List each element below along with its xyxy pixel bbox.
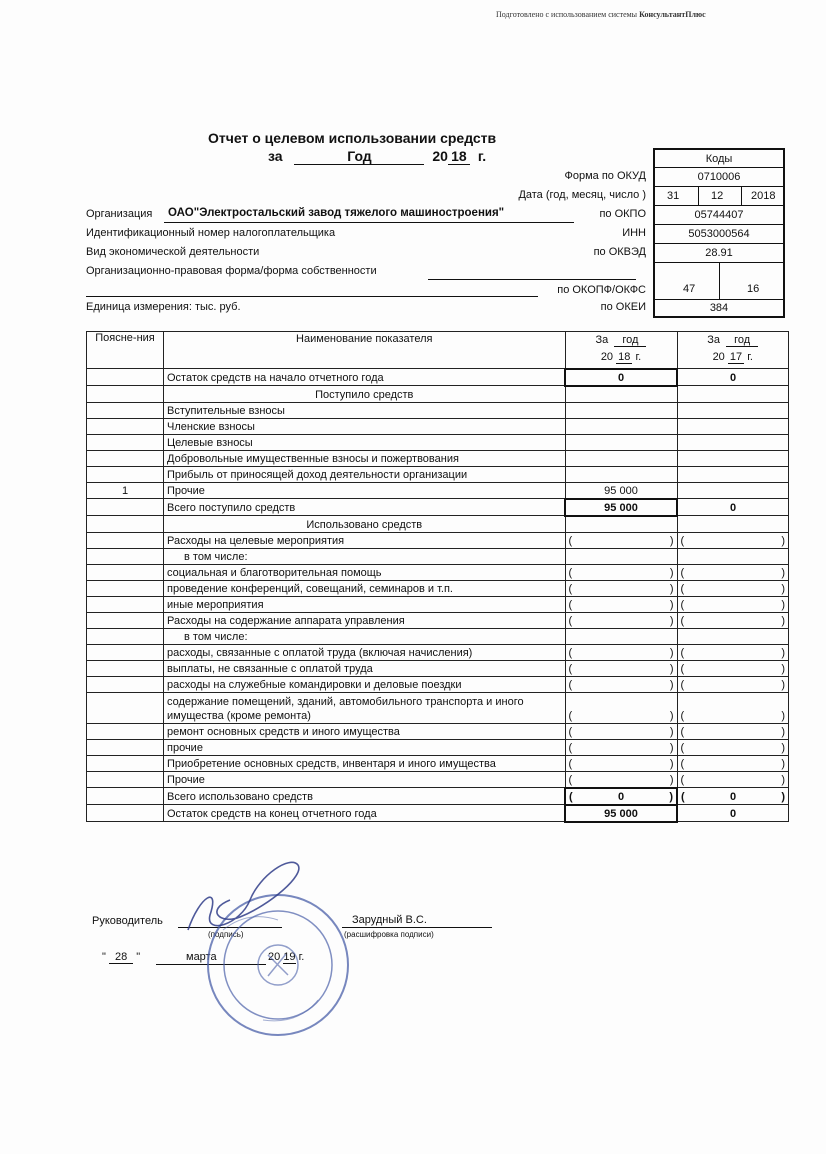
sign-month: марта [186,951,217,963]
row-value-current: ( ) [565,739,677,755]
row-label: Поступило средств [164,386,566,403]
period-year-suffix: 18 [448,148,470,165]
row-value-previous: ( ) [677,723,789,739]
row-label: Прибыль от приносящей доход деятельности организации [164,466,566,482]
row-value-current [565,386,677,403]
row-value-current: ( ) [565,771,677,788]
row-label: Вступительные взносы [164,402,566,418]
okud-value: 0710006 [655,168,783,187]
row-note [87,612,164,628]
row-label: Расходы на целевые мероприятия [164,532,566,548]
row-label: в том числе: [164,628,566,644]
date-year: 2018 [751,190,776,202]
row-note [87,516,164,533]
row-note [87,499,164,516]
unit-label: Единица измерения: тыс. руб. [86,301,241,313]
row-value-current: ( ) [565,644,677,660]
row-value-previous [677,418,789,434]
date-month: 12 [711,190,724,202]
inn-label: Идентификационный номер налогоплательщика [86,227,336,239]
row-value-previous: ( ) [677,580,789,596]
row-value-previous [677,402,789,418]
table-row [87,739,789,755]
inn-code-label: ИНН [622,227,646,239]
row-label: выплаты, не связанные с оплатой труда [164,660,566,676]
table-row [87,532,789,548]
row-value-previous: 0 [677,369,789,386]
row-label: Целевые взносы [164,434,566,450]
table-row [87,805,789,822]
row-value-previous: ( ) [677,596,789,612]
okved-label: по ОКВЭД [593,246,646,258]
row-label: Добровольные имущественные взносы и пожертвования [164,450,566,466]
row-value-current: ( ) [565,596,677,612]
table-row [87,596,789,612]
date-value-row [655,187,783,206]
table-row [87,482,789,499]
row-note [87,434,164,450]
table-row [87,612,789,628]
table-row [87,386,789,403]
row-value-current [565,516,677,533]
row-label: прочие [164,739,566,755]
table-row [87,418,789,434]
row-value-previous [677,434,789,450]
table-row [87,676,789,692]
row-label: в том числе: [164,548,566,564]
row-note [87,548,164,564]
okpo-value: 05744407 [655,206,783,225]
sign-date: " 28 " [102,951,141,963]
row-value-current: ( 0 ) [565,788,677,805]
sign-year: 20 19 г. [268,951,305,963]
row-note [87,596,164,612]
row-note [87,628,164,644]
table-row [87,516,789,533]
table-row [87,402,789,418]
row-value-previous: ( ) [677,739,789,755]
row-note [87,418,164,434]
row-label: Членские взносы [164,418,566,434]
okud-label: Форма по ОКУД [564,170,646,182]
table-row [87,771,789,788]
col-note-header: Поясне-ния [87,332,164,369]
okopf-value: 47 [683,283,696,295]
table-row [87,450,789,466]
row-value-current: ( ) [565,532,677,548]
director-label: Руководитель [92,915,163,927]
row-label: ремонт основных средств и иного имущества [164,723,566,739]
row-label: Приобретение основных средств, инвентаря и иного имущества [164,755,566,771]
table-row [87,564,789,580]
okei-label: по ОКЕИ [600,301,646,313]
row-label: расходы на служебные командировки и деловые поездки [164,676,566,692]
name-caption: (расшифровка подписи) [344,930,434,939]
row-value-current: 95 000 [565,482,677,499]
row-note [87,466,164,482]
table-row [87,788,789,805]
period-g: г. [477,148,487,164]
org-name: ОАО"Электростальский завод тяжелого машиностроения" [168,207,505,219]
director-name: Зарудный В.С. [352,914,427,926]
table-row [87,628,789,644]
row-label: Всего поступило средств [164,499,566,516]
row-value-previous: ( ) [677,532,789,548]
row-value-previous [677,548,789,564]
row-value-previous: ( ) [677,612,789,628]
row-note [87,755,164,771]
row-note: 1 [87,482,164,499]
row-value-current [565,418,677,434]
period-name: Год [294,148,424,165]
table-row [87,548,789,564]
row-value-current: ( ) [565,612,677,628]
row-note [87,644,164,660]
table-row [87,580,789,596]
row-value-current: 0 [565,369,677,386]
row-value-previous: 0 [677,805,789,822]
period-za: за [268,148,283,164]
okei-value: 384 [709,302,729,314]
period-year-prefix: 20 [432,148,448,164]
col-name-header: Наименование показателя [164,332,566,369]
row-label: содержание помещений, зданий, автомобильного транспорта и иного имущества (кроме ремонта) [164,692,566,723]
row-value-previous: ( 0 ) [677,788,789,805]
codes-header: Коды [655,150,783,168]
row-note [87,580,164,596]
row-label: Всего использовано средств [164,788,566,805]
table-row [87,466,789,482]
row-value-current [565,402,677,418]
row-label: Прочие [164,771,566,788]
row-value-previous: ( ) [677,676,789,692]
table-row [87,499,789,516]
row-label: Остаток средств на начало отчетного года [164,369,566,386]
row-note [87,723,164,739]
row-value-previous [677,386,789,403]
row-note [87,532,164,548]
row-value-previous: ( ) [677,660,789,676]
row-label: проведение конференций, совещаний, семинаров и т.п. [164,580,566,596]
row-value-current [565,450,677,466]
codes-box [653,148,785,318]
header-note: Подготовлено с использованием системы КонсультантПлюс [496,10,706,19]
report-table [86,331,789,823]
date-label: Дата (год, месяц, число ) [518,189,646,201]
row-label: Прочие [164,482,566,499]
row-value-previous [677,466,789,482]
row-note [87,788,164,805]
row-note [87,739,164,755]
row-value-previous: ( ) [677,644,789,660]
row-value-current: ( ) [565,564,677,580]
row-value-current: ( ) [565,755,677,771]
row-label: иные мероприятия [164,596,566,612]
row-label: Использовано средств [164,516,566,533]
table-row [87,369,789,386]
row-note [87,660,164,676]
activity-label: Вид экономической деятельности [86,246,260,258]
report-period [268,148,486,165]
row-label: Расходы на содержание аппарата управления [164,612,566,628]
row-value-previous [677,482,789,499]
sign-caption: (подпись) [208,930,244,939]
handwritten-signature [180,855,310,945]
row-note [87,805,164,822]
row-value-previous [677,628,789,644]
row-note [87,564,164,580]
row-value-previous: 0 [677,499,789,516]
inn-value: 5053000564 [655,225,783,244]
row-value-previous: ( ) [677,771,789,788]
row-value-previous: ( ) [677,755,789,771]
row-value-current: ( ) [565,580,677,596]
row-note [87,771,164,788]
okved-value: 28.91 [655,244,783,263]
row-note [87,386,164,403]
col-current-header: За год 20 18 г. [565,332,677,369]
row-note [87,369,164,386]
table-row [87,755,789,771]
row-label: Остаток средств на конец отчетного года [164,805,566,822]
sign-day: 28 [109,951,133,964]
row-value-current: 95 000 [565,499,677,516]
row-value-current: ( ) [565,660,677,676]
row-value-previous [677,450,789,466]
table-row [87,660,789,676]
row-note [87,692,164,723]
row-value-current: 95 000 [565,805,677,822]
col-previous-header: За год 20 17 г. [677,332,789,369]
legal-form-label: Организационно-правовая форма/форма собственности [86,265,377,277]
row-value-current: ( ) [565,723,677,739]
row-value-current: ( ) [565,692,677,723]
table-row [87,692,789,723]
table-row [87,644,789,660]
table-row [87,723,789,739]
row-note [87,402,164,418]
row-label: расходы, связанные с оплатой труда (включая начисления) [164,644,566,660]
row-value-current [565,548,677,564]
row-value-current [565,466,677,482]
row-value-previous [677,516,789,533]
table-header [87,332,789,369]
row-value-previous: ( ) [677,564,789,580]
date-day: 31 [667,190,680,202]
report-title: Отчет о целевом использовании средств [208,130,497,146]
row-value-current [565,434,677,450]
okopf-label: по ОКОПФ/ОКФС [557,284,646,296]
row-value-current [565,628,677,644]
row-value-current: ( ) [565,676,677,692]
table-row [87,434,789,450]
org-label: Организация [86,208,153,220]
row-note [87,676,164,692]
row-label: социальная и благотворительная помощь [164,564,566,580]
row-value-previous: ( ) [677,692,789,723]
row-note [87,450,164,466]
okpo-label: по ОКПО [599,208,646,220]
okfs-value: 16 [747,283,760,295]
